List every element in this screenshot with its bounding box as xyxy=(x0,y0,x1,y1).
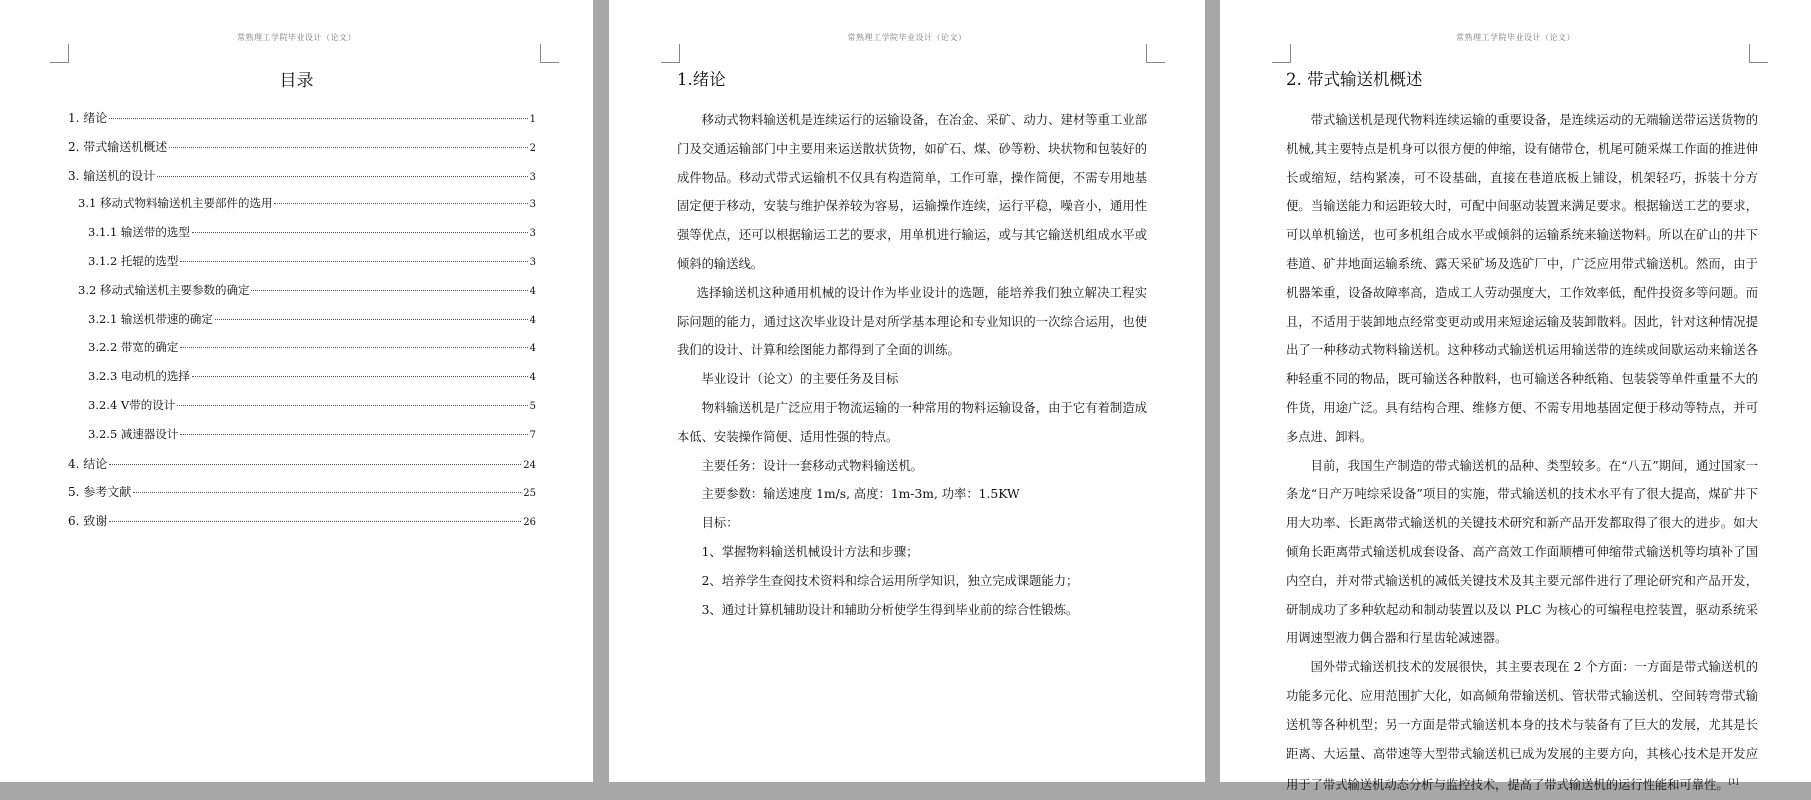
toc-entry[interactable]: 1. 绪论 1 xyxy=(68,111,536,125)
toc-entry[interactable]: 3.2.1 输送机带速的确定 4 xyxy=(88,311,536,326)
section-heading: 1.绪论 xyxy=(677,70,726,89)
paragraph: 目标： xyxy=(701,516,739,531)
toc-entry[interactable]: 2. 带式输送机概述 2 xyxy=(68,139,536,154)
crop-mark xyxy=(661,44,680,63)
paragraph: 3、通过计算机辅助设计和辅助分析使学生得到毕业前的综合性锻炼。 xyxy=(701,602,1079,617)
toc-entry[interactable]: 3.1 移动式物料输送机主要部件的选用 3 xyxy=(78,196,536,211)
citation-mark[interactable]: [1] xyxy=(1728,778,1739,787)
paragraph: 主要任务：设计一套移动式物料输送机。 xyxy=(701,458,923,473)
page-header: 常熟理工学院毕业设计（论文） xyxy=(847,33,967,42)
toc-title: 目录 xyxy=(279,71,314,91)
page-header: 常熟理工学院毕业设计（论文） xyxy=(237,33,356,42)
paragraph: 1、掌握物料输送机械设计方法和步骤； xyxy=(701,544,919,559)
crop-mark xyxy=(540,44,559,63)
toc-entry[interactable]: 3. 输送机的设计 3 xyxy=(68,168,536,183)
paragraph: 国外带式输送机技术的发展很快，其主要表现在 2 个方面：一方面是带式输送机的功能多元化、应用范围扩大化，如高倾角带输送机、管状带式输送机、空间转弯带式输送机等各种机型；另一方面是带式输送机本身的技术与装备有了巨大的发展，尤其是长距离、大运量、高带速等大型带式输送机已成为发展的主要方向，其核心技术是开发应用于了带式输送机动态分析与监控技术，提高了带式输送机的运行性能和可靠性。[1] xyxy=(1286,660,1758,793)
page-2 xyxy=(609,0,1205,782)
toc-entry[interactable]: 3.2 移动式输送机主要参数的确定 4 xyxy=(78,282,536,297)
paragraph: 目前，我国生产制造的带式输送机的品种、类型较多。在“八五”期间，通过国家一条龙“日产万吨综采设备”项目的实施，带式输送机的技术水平有了很大提高，煤矿井下用大功率、长距离带式输送机的关键技术研究和新产品开发都取得了很大的进步。如大倾角长距离带式输送机成套设备、高产高效工作面顺槽可伸缩带式输送机等均填补了国内空白，并对带式输送机的减低关键技术及其主要元部件进行了理论研究和产品开发，研制成功了多种软起动和制动装置以及以 PLC 为核心的可编程电控装置，驱动系统采用调速型液力偶合器和行星齿轮减速器。 xyxy=(1286,458,1758,646)
paragraph: 选择输送机这种通用机械的设计作为毕业设计的选题，能培养我们独立解决工程实际问题的能力，通过这次毕业设计是对所学基本理论和专业知识的一次综合运用，也使我们的设计、计算和绘图能力都得到了全面的训练。 xyxy=(677,285,1147,358)
toc-entry[interactable]: 3.2.5 减速器设计 7 xyxy=(88,426,536,441)
crop-mark xyxy=(1272,44,1291,63)
crop-mark xyxy=(50,44,69,63)
paragraph: 主要参数：输送速度 1m/s, 高度：1m-3m, 功率：1.5KW xyxy=(701,487,1020,502)
table-of-contents xyxy=(68,109,536,541)
toc-entry[interactable]: 3.2.2 带宽的确定 4 xyxy=(88,340,536,355)
section-heading: 2. 带式输送机概述 xyxy=(1286,70,1423,89)
crop-mark xyxy=(1749,44,1768,63)
body-text xyxy=(1286,106,1758,800)
paragraph: 带式输送机是现代物料连续运输的重要设备，是连续运动的无端输送带运送货物的机械,其主要特点是机身可以很方便的伸缩，设有储带仓，机尾可随采煤工作面的推进伸长或缩短，结构紧凑，可不设基础，直接在巷道底板上铺设，机架轻巧，拆装十分方便。当输送能力和运距较大时，可配中间驱动装置来满足要求。根据输送工艺的要求，可以单机输送，也可多机组合成水平或倾斜的运输系统来输送物料。所以在矿山的井下巷道、矿井地面运输系统、露天采矿场及选矿厂中，广泛应用带式输送机。然而，由于机器笨重，设备故障率高，造成工人劳动强度大，工作效率低，配件投资多等问题。而且，不适用于装卸地点经常变更动或用来短途运输及装卸散料。因此，针对这种情况提出了一种移动式物料输送机。这种移动式输送机运用输送带的连续或间歇运动来输送各种轻重不同的物品，既可输送各种散料，也可输送各种纸箱、包装袋等单件重量不大的件货，用途广泛。具有结构合理、维修方便、不需专用地基固定便于移动等特点，并可多点进、卸料。 xyxy=(1286,113,1758,444)
toc-entry[interactable]: 3.2.3 电动机的选择 4 xyxy=(88,369,536,384)
paragraph: 移动式物料输送机是连续运行的运输设备，在冶金、采矿、动力、建材等重工业部门及交通运输部门中主要用来运送散状货物，如矿石、煤、砂等粉、块状物和包装好的成件物品。移动式带式运输机不仅具有构造简单，工作可靠，操作简便，不需专用地基固定便于移动，安装与维护保养较为容易，运输操作连续，运行平稳，噪音小，通用性强等优点，还可以根据输运工艺的要求，用单机进行输运，或与其它输送机组成水平或倾斜的输送线。 xyxy=(677,113,1147,271)
page-3 xyxy=(1220,0,1811,793)
toc-entry[interactable]: 5. 参考文献 25 xyxy=(68,485,536,500)
toc-entry[interactable]: 4. 结论 24 xyxy=(68,456,536,471)
paragraph: 物料输送机是广泛应用于物流运输的一种常用的物料运输设备，由于它有着制造成本低、安装操作简便、适用性强的特点。 xyxy=(677,400,1147,444)
page-1 xyxy=(0,0,593,782)
body-text xyxy=(677,106,1147,624)
paragraph: 毕业设计（论文）的主要任务及目标 xyxy=(701,372,899,387)
paragraph: 2、培养学生查阅技术资料和综合运用所学知识，独立完成课题能力； xyxy=(701,573,1079,588)
page-header: 常熟理工学院毕业设计（论文） xyxy=(1456,33,1575,42)
crop-mark xyxy=(1146,44,1165,63)
toc-entry[interactable]: 3.1.1 输送带的选型 3 xyxy=(88,225,536,240)
toc-entry[interactable]: 6. 致谢 26 xyxy=(68,514,536,529)
toc-entry[interactable]: 3.2.4 V带的设计 5 xyxy=(88,397,536,412)
toc-entry[interactable]: 3.1.2 托辊的选型 3 xyxy=(88,253,536,268)
